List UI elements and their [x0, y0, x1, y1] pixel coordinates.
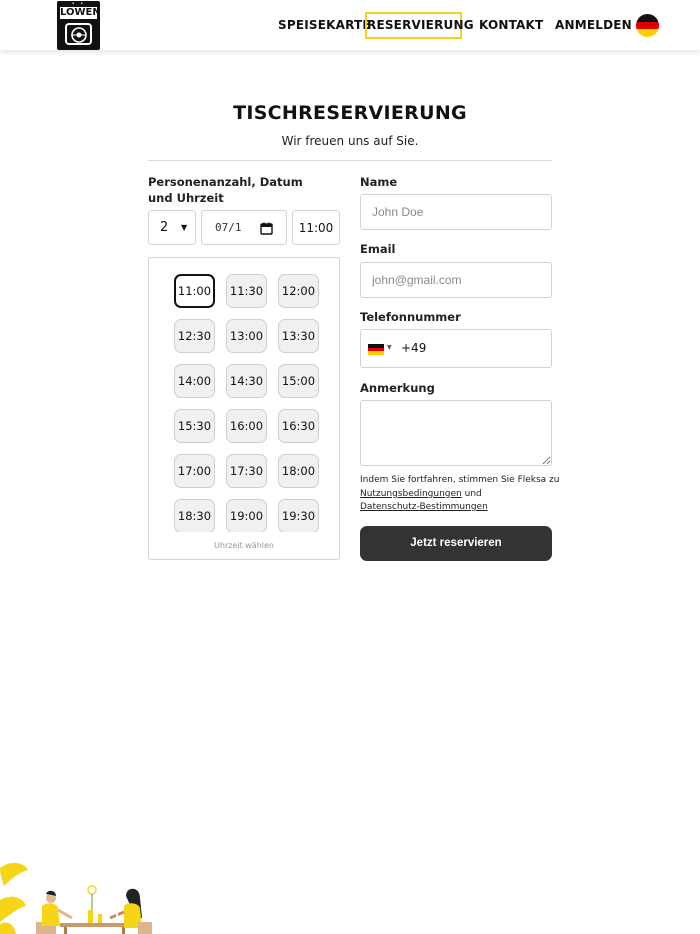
date-value: 07/1	[215, 221, 242, 234]
germany-flag-icon[interactable]	[636, 14, 659, 37]
nav-anmelden[interactable]: ANMELDEN	[555, 18, 632, 32]
logo-bowl-icon	[65, 23, 92, 45]
email-label: Email	[360, 242, 396, 256]
nav-kontakt[interactable]: KONTAKT	[479, 18, 544, 32]
people-count-select[interactable]	[148, 210, 196, 245]
time-slot-button[interactable]: 14:30	[226, 364, 267, 398]
time-slot-button[interactable]: 14:00	[174, 364, 215, 398]
loewen-logo[interactable]	[57, 1, 100, 50]
calendar-icon	[260, 222, 273, 235]
time-slot-button[interactable]: 12:30	[174, 319, 215, 353]
logo-wordmark: LÖWEN	[60, 7, 101, 18]
people-count-value: 2	[160, 220, 169, 235]
time-slot-button[interactable]: 17:30	[226, 454, 267, 488]
time-slot-button[interactable]: 15:30	[174, 409, 215, 443]
note-label: Anmerkung	[360, 381, 435, 395]
time-slot-button[interactable]: 19:00	[226, 499, 267, 532]
terms-and: und	[464, 488, 482, 499]
dining-couple-illustration	[0, 860, 160, 934]
terms-of-use-link[interactable]: Nutzungsbedingungen	[360, 488, 462, 499]
top-header	[0, 0, 700, 50]
time-slot-hint: Uhrzeit wählen	[214, 541, 274, 550]
time-slot-button[interactable]: 11:30	[226, 274, 267, 308]
time-value: 11:00	[298, 221, 334, 235]
logo-dots: • •	[71, 1, 86, 7]
time-slot-panel	[148, 257, 340, 560]
time-slot-button[interactable]: 17:00	[174, 454, 215, 488]
date-input[interactable]	[201, 210, 287, 245]
time-slot-button[interactable]: 16:00	[226, 409, 267, 443]
chevron-down-icon: ▼	[181, 223, 188, 232]
time-slot-button[interactable]: 18:00	[278, 454, 319, 488]
party-date-time-label: Personenanzahl, Datum und Uhrzeit	[148, 175, 303, 205]
time-slot-button[interactable]: 13:00	[226, 319, 267, 353]
page-title: TISCHRESERVIERUNG	[233, 102, 467, 124]
name-label: Name	[360, 175, 398, 189]
time-slot-button[interactable]: 19:30	[278, 499, 319, 532]
nav-speisekarte[interactable]: SPEISEKARTE	[278, 18, 371, 32]
privacy-policy-link[interactable]: Datenschutz-Bestimmungen	[360, 502, 488, 512]
chevron-down-icon[interactable]: ▼	[387, 344, 392, 351]
terms-prefix: Indem Sie fortfahren, stimmen Sie Fleksa zu	[360, 475, 560, 485]
time-slot-button[interactable]: 13:30	[278, 319, 319, 353]
time-slot-button[interactable]: 16:30	[278, 409, 319, 443]
phone-country-code: +49	[401, 341, 427, 355]
page-subtitle: Wir freuen uns auf Sie.	[281, 134, 419, 148]
germany-flag-icon[interactable]	[368, 344, 384, 355]
phone-label: Telefonnummer	[360, 310, 461, 324]
time-slot-list[interactable]	[149, 258, 339, 532]
nav-reservierung[interactable]: RESERVIERUNG	[365, 12, 462, 39]
terms-text	[360, 474, 560, 515]
email-input[interactable]	[360, 262, 552, 298]
reserve-button[interactable]: Jetzt reservieren	[360, 526, 552, 561]
time-slot-button[interactable]: 12:00	[278, 274, 319, 308]
name-input[interactable]	[360, 194, 552, 230]
time-slot-button[interactable]: 18:30	[174, 499, 215, 532]
time-slot-button[interactable]: 15:00	[278, 364, 319, 398]
note-textarea[interactable]	[360, 400, 552, 466]
phone-field[interactable]	[360, 329, 552, 368]
title-divider	[148, 160, 552, 161]
time-slot-button[interactable]: 11:00	[174, 274, 215, 308]
time-display[interactable]	[292, 210, 340, 245]
